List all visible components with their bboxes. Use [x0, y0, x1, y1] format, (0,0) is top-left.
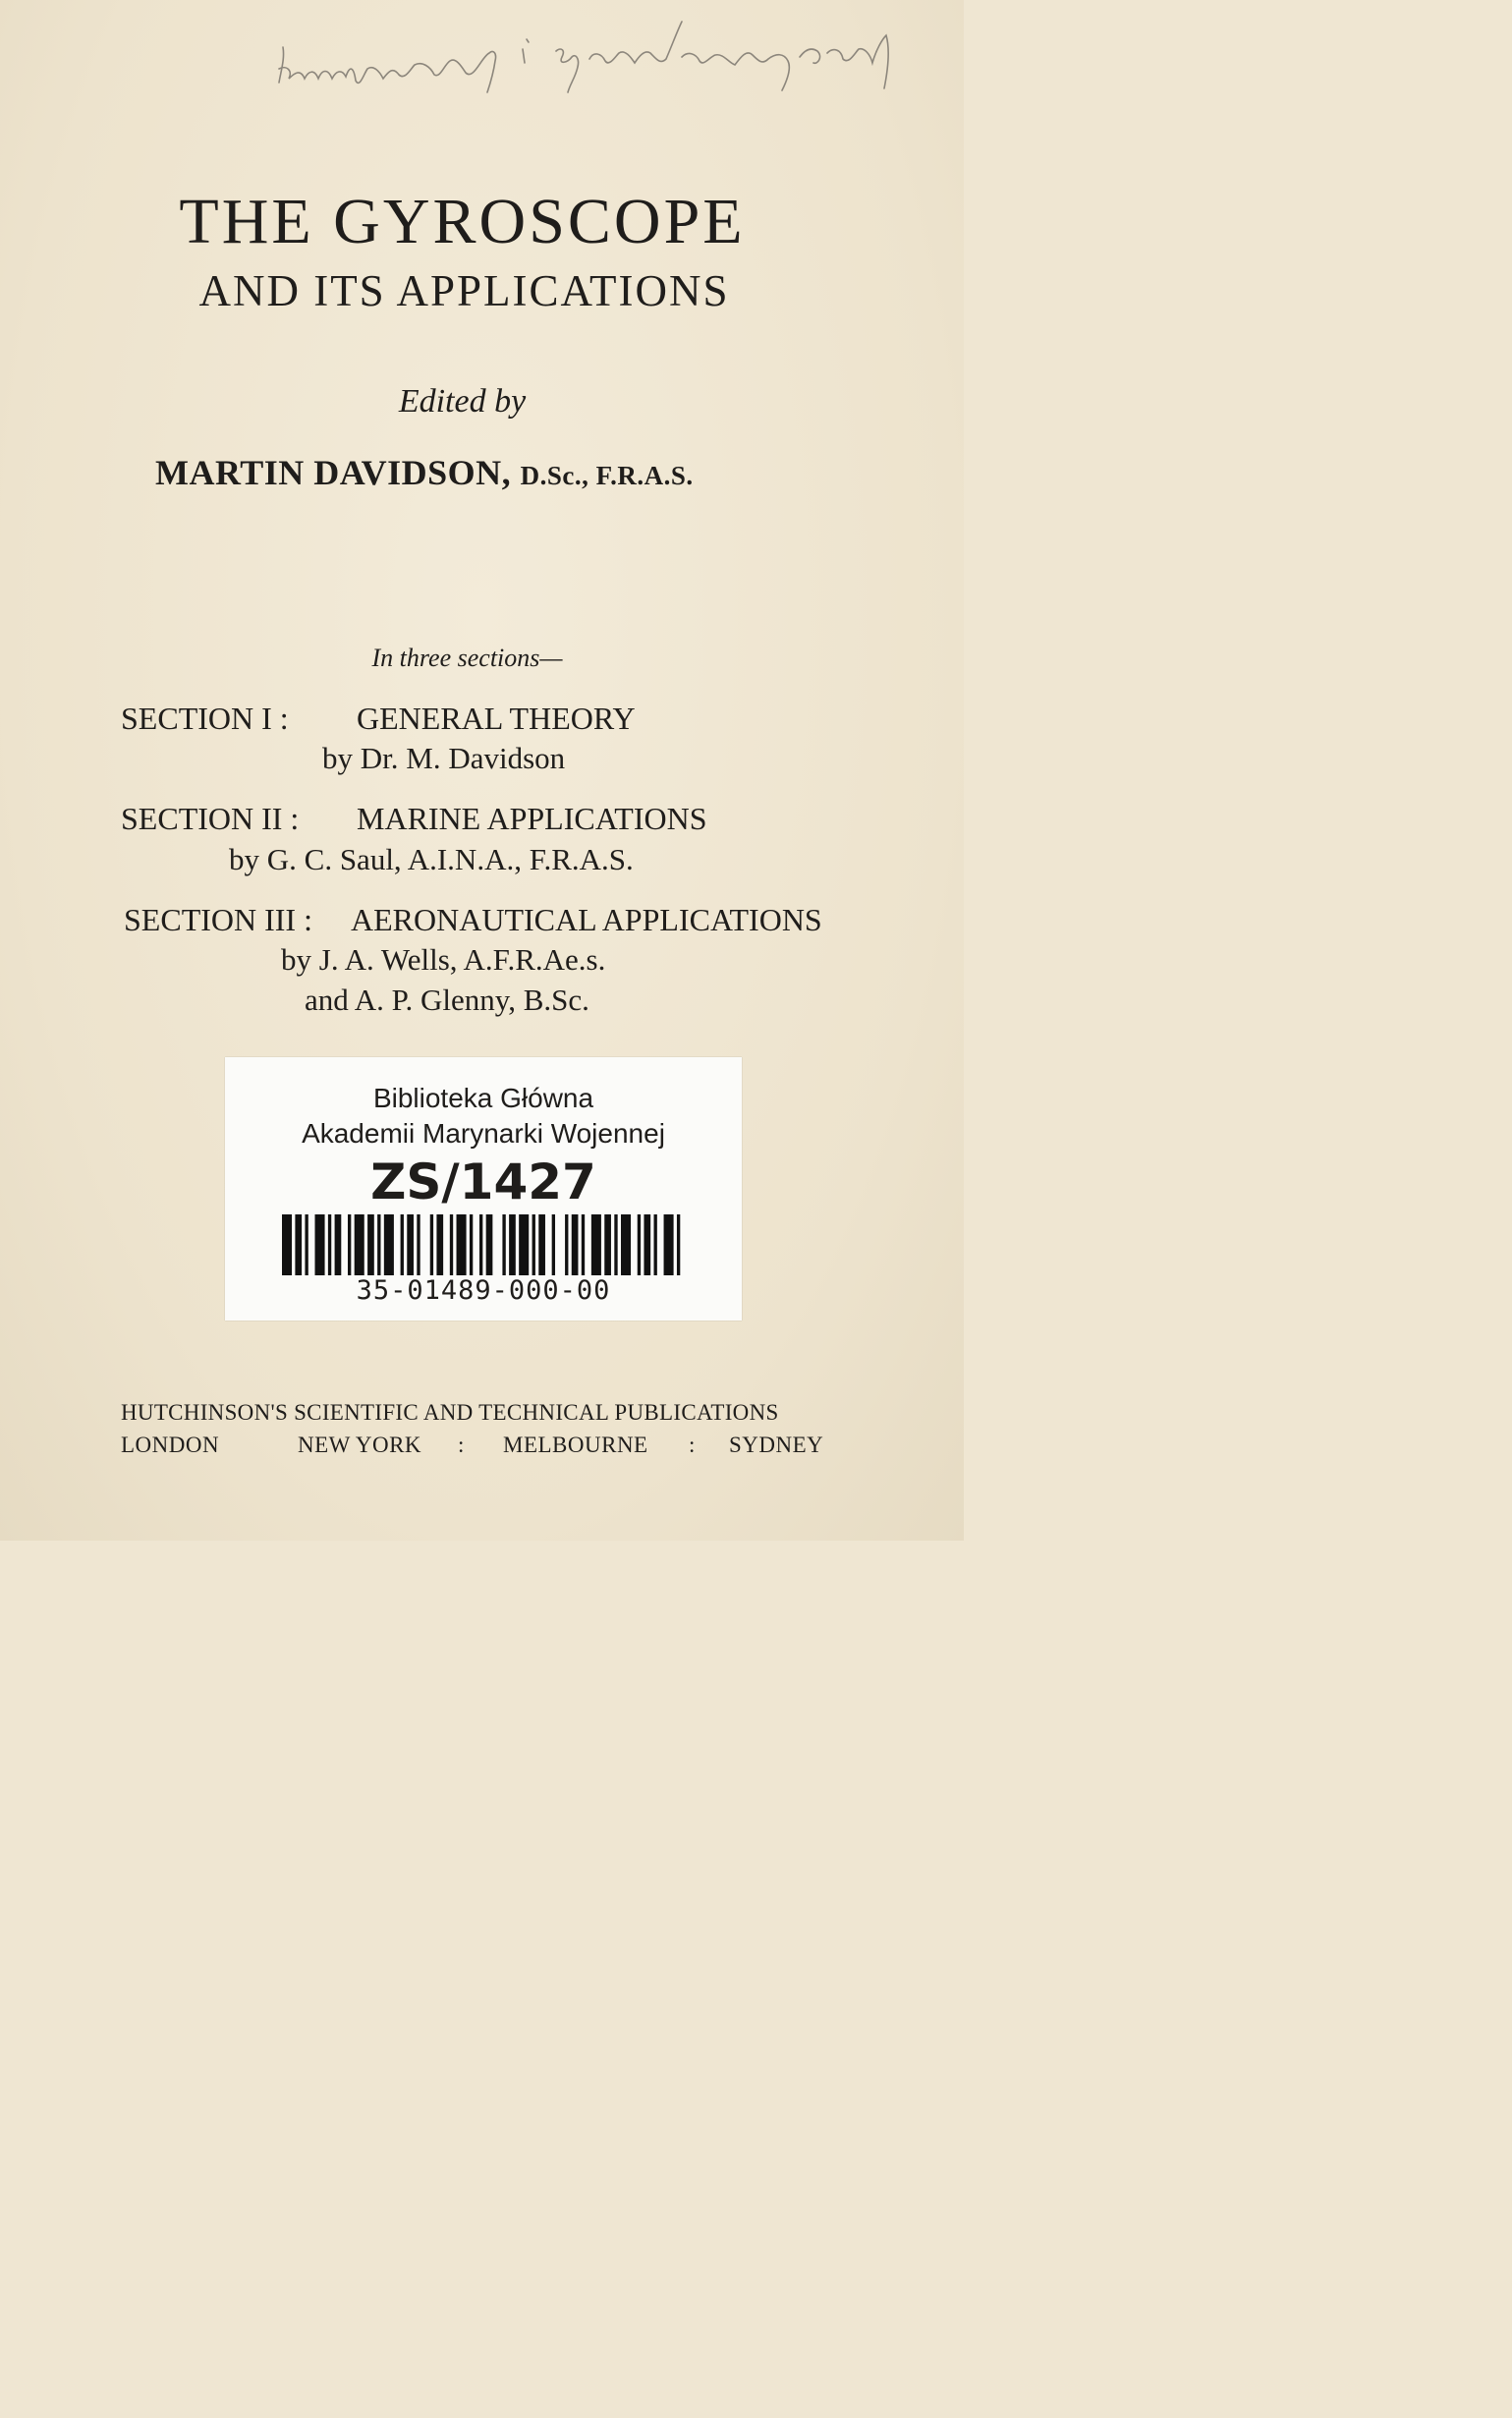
barcode-bar: [348, 1214, 351, 1275]
city-melbourne: MELBOURNE: [503, 1433, 648, 1457]
shelfmark: ZS/1427: [370, 1153, 596, 1210]
barcode-bar: [384, 1214, 394, 1275]
barcode-bar: [509, 1214, 516, 1275]
barcode-bar: [457, 1214, 467, 1275]
barcode-number: 35-01489-000-00: [356, 1275, 611, 1306]
title-page: [0, 0, 964, 1541]
section-2-heading: SECTION II :: [121, 801, 300, 836]
barcode-bar: [436, 1214, 443, 1275]
barcode-bar: [367, 1214, 374, 1275]
editor-line: [155, 452, 694, 493]
barcode-bar: [282, 1214, 292, 1275]
barcode-bar: [295, 1214, 302, 1275]
section-3-author-1: by J. A. Wells, A.F.R.Ae.s.: [281, 942, 606, 977]
barcode-bar: [377, 1214, 380, 1275]
editor-credentials: D.Sc., F.R.A.S.: [520, 461, 694, 490]
section-1-heading: SECTION I :: [121, 701, 289, 736]
sections-intro: In three sections—: [371, 644, 563, 672]
barcode-bar: [532, 1214, 535, 1275]
barcode-bar: [614, 1214, 617, 1275]
barcode-bar: [552, 1214, 555, 1275]
section-1-title: GENERAL THEORY: [357, 701, 636, 736]
city-new-york: NEW YORK: [298, 1433, 422, 1457]
barcode-bar: [335, 1214, 342, 1275]
library-label: [225, 1057, 742, 1321]
barcode-bar: [407, 1214, 414, 1275]
barcode-bar: [315, 1214, 325, 1275]
barcode-bar: [538, 1214, 545, 1275]
barcode: [282, 1214, 687, 1275]
city-sydney: SYDNEY: [729, 1433, 824, 1457]
book-title: THE GYROSCOPE: [179, 186, 746, 257]
barcode-bar: [430, 1214, 433, 1275]
barcode-bar: [328, 1214, 331, 1275]
barcode-bar: [664, 1214, 674, 1275]
barcode-bar: [519, 1214, 529, 1275]
barcode-bar: [450, 1214, 453, 1275]
section-3-heading: SECTION III :: [124, 902, 312, 937]
barcode-bar: [604, 1214, 611, 1275]
barcode-bar: [565, 1214, 568, 1275]
barcode-bar: [591, 1214, 601, 1275]
barcode-bar: [355, 1214, 364, 1275]
barcode-bar: [677, 1214, 680, 1275]
barcode-bar: [638, 1214, 641, 1275]
city-separator-1: :: [458, 1433, 465, 1457]
section-2-title: MARINE APPLICATIONS: [357, 801, 707, 836]
barcode-bar: [621, 1214, 631, 1275]
barcode-bar: [486, 1214, 493, 1275]
barcode-bar: [502, 1214, 505, 1275]
barcode-bar: [572, 1214, 579, 1275]
barcode-bar: [582, 1214, 585, 1275]
library-name: Biblioteka Główna: [372, 1083, 594, 1113]
barcode-bar: [479, 1214, 482, 1275]
section-1-author: by Dr. M. Davidson: [322, 741, 566, 775]
edited-by-label: Edited by: [398, 383, 527, 420]
book-subtitle: AND ITS APPLICATIONS: [198, 266, 730, 315]
editor-name: MARTIN DAVIDSON,: [155, 453, 512, 492]
section-3-author-2: and A. P. Glenny, B.Sc.: [305, 983, 589, 1017]
section-2-author: by G. C. Saul, A.I.N.A., F.R.A.S.: [229, 842, 634, 876]
barcode-bar: [401, 1214, 404, 1275]
barcode-bar: [305, 1214, 308, 1275]
handwritten-note: [265, 10, 904, 98]
library-institution: Akademii Marynarki Wojennej: [302, 1118, 665, 1149]
city-london: LONDON: [121, 1433, 220, 1457]
barcode-bar: [654, 1214, 657, 1275]
publisher-name: HUTCHINSON'S SCIENTIFIC AND TECHNICAL PUBLICATIONS: [121, 1400, 779, 1425]
barcode-bar: [470, 1214, 473, 1275]
barcode-bar: [644, 1214, 650, 1275]
city-separator-2: :: [689, 1433, 696, 1457]
section-3-title: AERONAUTICAL APPLICATIONS: [351, 902, 822, 937]
barcode-bar: [417, 1214, 420, 1275]
